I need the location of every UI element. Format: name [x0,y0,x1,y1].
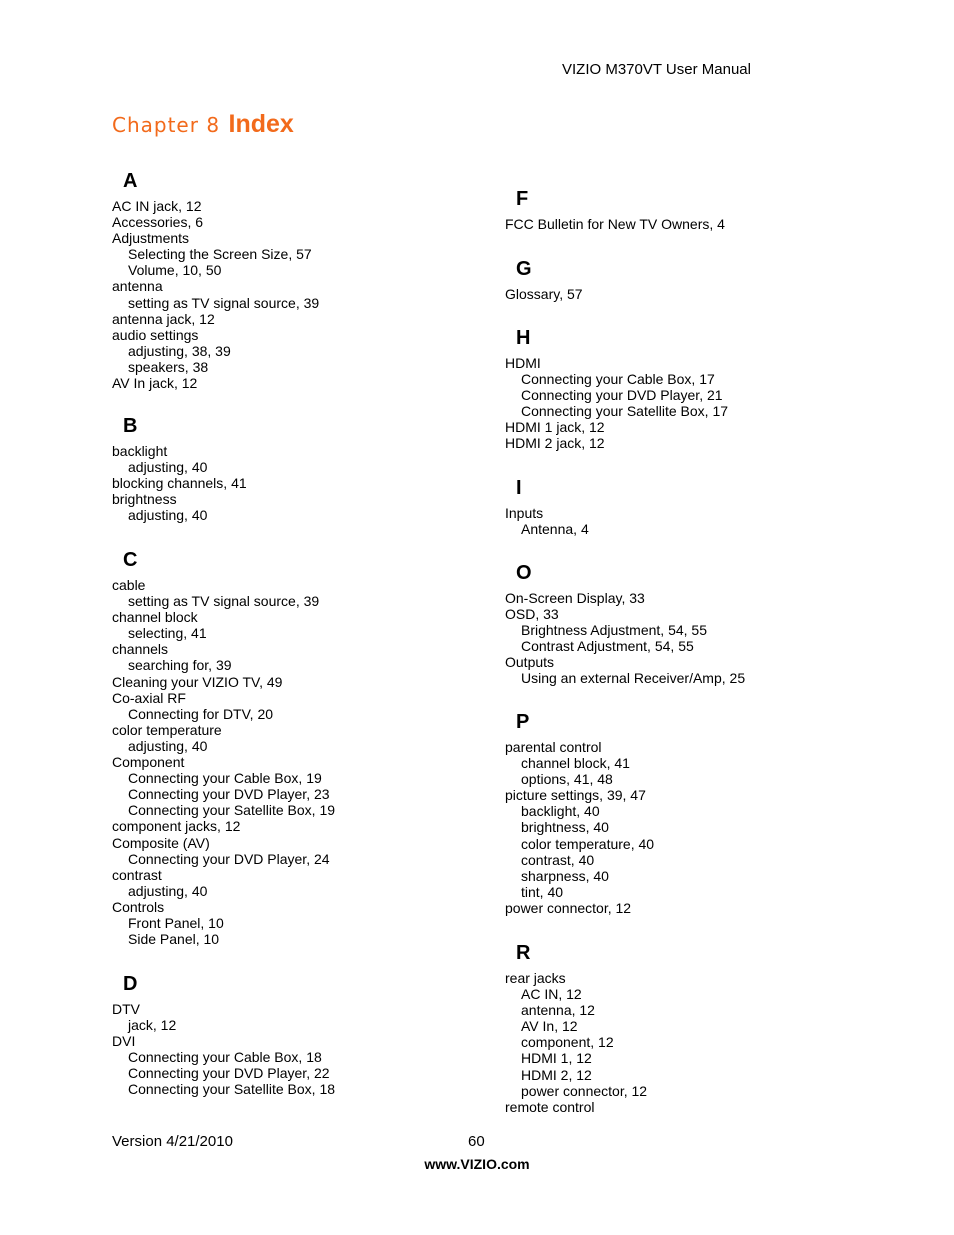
index-subentry: adjusting, 40 [128,459,208,476]
index-subentry: Volume, 10, 50 [128,262,222,279]
index-entry: remote control [505,1098,595,1115]
section-letter: R [516,942,531,964]
index-entry: channels [112,641,169,658]
index-section-h [505,325,885,452]
index-subentry: jack, 12 [128,1017,177,1034]
index-subentry: component, 12 [521,1034,614,1051]
footer-version: Version 4/21/2010 [112,1133,233,1150]
index-section-p [505,709,885,916]
index-subentry: Selecting the Screen Size, 57 [128,246,312,263]
index-section-b [112,413,492,523]
index-subentry: AC IN, 12 [521,986,582,1003]
index-section-a [112,168,492,391]
index-entry: Outputs [505,654,555,671]
index-subentry: brightness, 40 [521,819,609,836]
index-subentry: Front Panel, 10 [128,914,224,931]
index-subentry: sharpness, 40 [521,867,609,884]
index-section-d [112,971,492,1098]
index-subentry: Contrast Adjustment, 54, 55 [521,638,694,655]
index-subentry: Using an external Receiver/Amp, 25 [521,670,746,687]
section-letter: B [123,415,138,437]
index-subentry: Side Panel, 10 [128,931,220,948]
footer-url: www.VIZIO.com [424,1156,530,1172]
index-subentry: selecting, 41 [128,625,207,642]
index-entry: On-Screen Display, 33 [505,590,645,606]
section-letter: D [123,973,138,995]
index-subentry: Antenna, 4 [521,521,589,538]
index-entry: antenna jack, 12 [112,310,215,327]
index-entry: Controls [112,898,165,915]
index-entry: power connector, 12 [505,899,632,916]
index-subentry: HDMI 1, 12 [521,1050,592,1067]
index-subentry: adjusting, 38, 39 [128,342,231,359]
index-subentry: AV In, 12 [521,1018,578,1035]
index-entry: DTV [112,1001,140,1017]
section-letter: F [516,188,529,210]
index-entry: component jacks, 12 [112,818,241,835]
index-entry: antenna [112,278,163,295]
index-subentry: adjusting, 40 [128,882,208,899]
index-entry: Accessories, 6 [112,214,204,231]
section-letter: O [516,562,532,584]
index-subentry: contrast, 40 [521,851,595,868]
index-section-f [505,186,885,232]
index-subentry: tint, 40 [521,883,564,900]
index-subentry: Connecting for DTV, 20 [128,705,274,722]
index-subentry: HDMI 2, 12 [521,1066,592,1083]
index-subentry: antenna, 12 [521,1002,595,1019]
index-subentry: setting as TV signal source, 39 [128,593,320,610]
index-section-o [505,560,885,687]
index-entry: Component [112,754,185,771]
index-entry: channel block [112,609,198,626]
index-subentry: adjusting, 40 [128,737,208,754]
index-subentry: Connecting your DVD Player, 22 [128,1065,330,1082]
index-entry: brightness [112,491,177,508]
index-entry: audio settings [112,326,199,343]
index-subentry: Connecting your Cable Box, 17 [521,371,715,388]
index-entry: OSD, 33 [505,606,559,623]
index-subentry: Connecting your DVD Player, 23 [128,786,330,803]
index-subentry: Connecting your DVD Player, 21 [521,387,723,404]
index-entry: DVI [112,1033,136,1050]
section-letter: A [123,170,138,192]
index-entry: parental control [505,739,602,755]
section-letter: G [516,258,532,280]
index-entry: HDMI [505,355,541,371]
footer-page-number: 60 [468,1133,485,1150]
section-letter: P [516,711,530,733]
index-subentry: power connector, 12 [521,1082,648,1099]
index-entry: Adjustments [112,230,190,247]
section-letter: C [123,549,138,571]
index-entry: HDMI 2 jack, 12 [505,435,605,452]
index-entry: AV In jack, 12 [112,375,198,392]
index-entry: Cleaning your VIZIO TV, 49 [112,673,283,690]
index-subentry: color temperature, 40 [521,835,655,852]
index-subentry: channel block, 41 [521,755,630,772]
index-entry: AC IN jack, 12 [112,198,202,214]
chapter-name: Index [228,110,294,138]
index-entry: Composite (AV) [112,834,210,851]
index-subentry: Connecting your Cable Box, 18 [128,1049,322,1066]
chapter-label: Chapter 8 [112,113,221,137]
index-section-i [505,475,885,537]
index-subentry: Connecting your Satellite Box, 18 [128,1081,336,1098]
index-entry: Glossary, 57 [505,286,583,302]
index-entry: Inputs [505,505,544,521]
index-entry: backlight [112,443,168,459]
index-entry: FCC Bulletin for New TV Owners, 4 [505,216,725,232]
index-subentry: Connecting your DVD Player, 24 [128,850,330,867]
index-section-r [505,940,885,1115]
index-subentry: Connecting your Cable Box, 19 [128,770,322,787]
index-entry: rear jacks [505,970,566,986]
index-subentry: searching for, 39 [128,657,232,674]
section-letter: I [516,477,522,499]
index-subentry: setting as TV signal source, 39 [128,294,320,311]
index-subentry: adjusting, 40 [128,507,208,524]
index-subentry: Connecting your Satellite Box, 19 [128,802,336,819]
index-subentry: backlight, 40 [521,803,600,820]
index-entry: contrast [112,866,162,883]
index-entry: picture settings, 39, 47 [505,787,646,804]
index-subentry: Connecting your Satellite Box, 17 [521,403,729,420]
index-entry: Co-axial RF [112,689,186,706]
header-title: VIZIO M370VT User Manual [562,61,751,78]
index-section-g [505,256,885,302]
index-entry: cable [112,577,146,593]
index-subentry: options, 41, 48 [521,771,613,788]
index-section-c [112,547,492,947]
index-subentry: speakers, 38 [128,358,209,375]
chapter-heading [112,110,294,139]
index-entry: HDMI 1 jack, 12 [505,419,605,436]
index-entry: blocking channels, 41 [112,475,247,492]
index-entry: color temperature [112,721,222,738]
index-subentry: Brightness Adjustment, 54, 55 [521,622,707,639]
section-letter: H [516,327,531,349]
